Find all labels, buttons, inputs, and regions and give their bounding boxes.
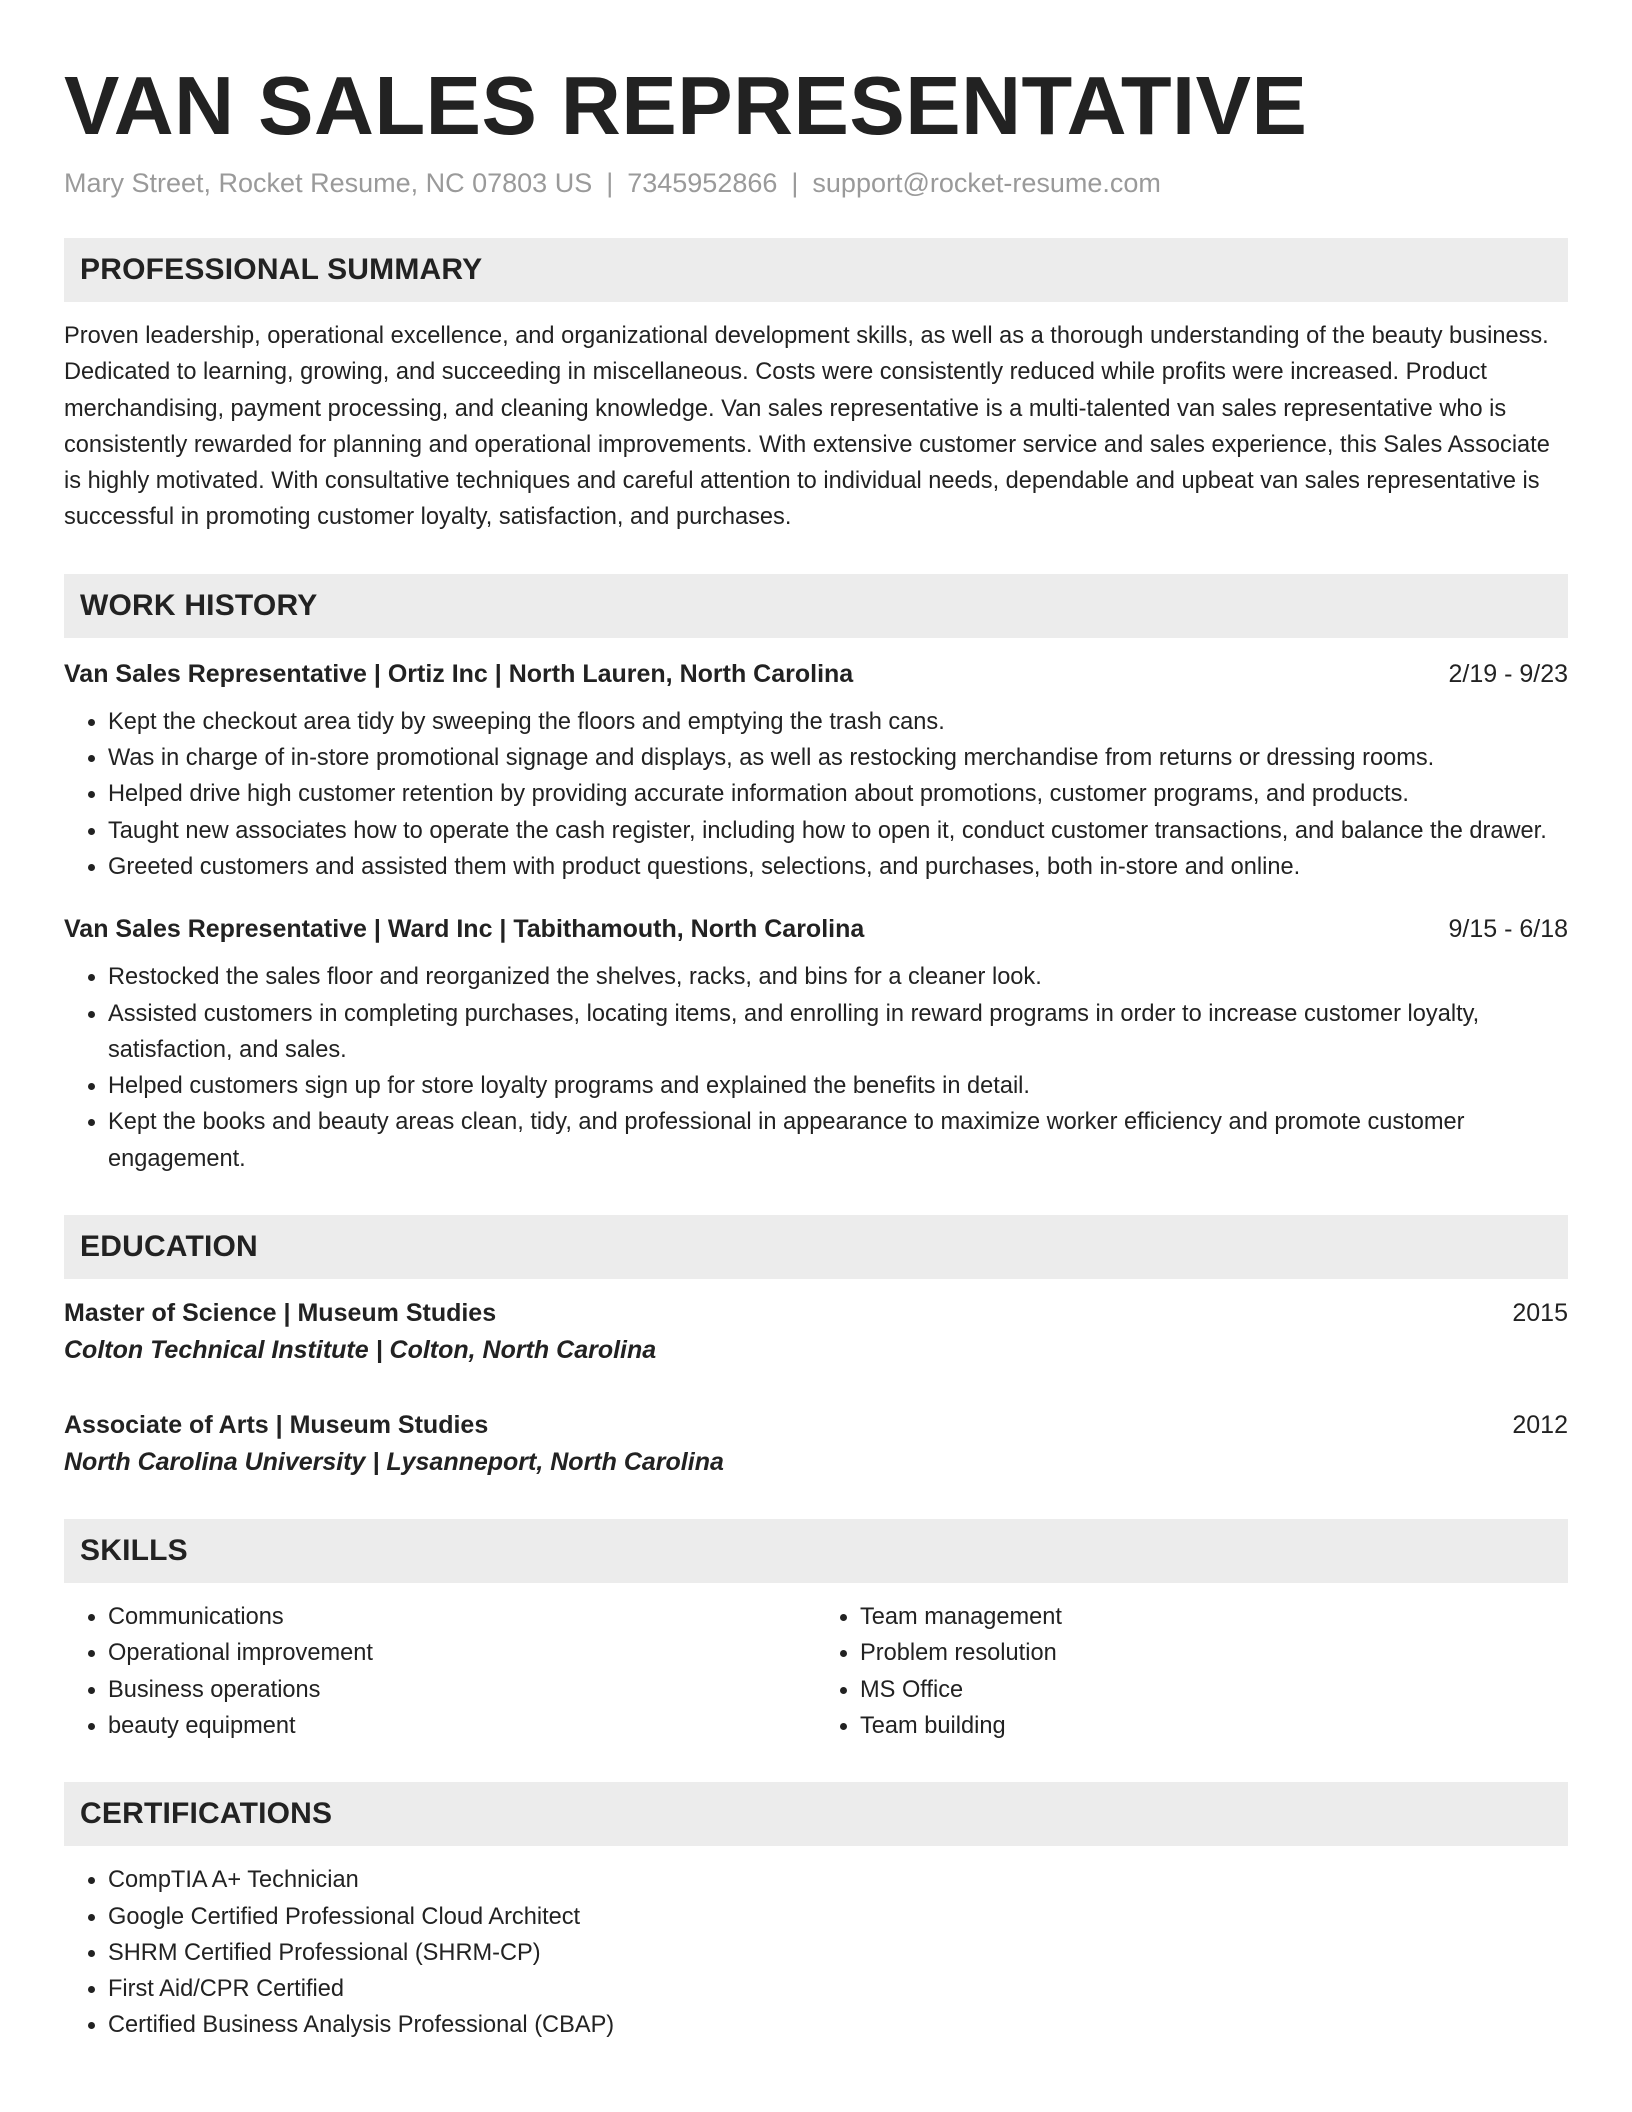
list-item: • Taught new associates how to operate the cash register, including how to open it, conduct customer transactions, and balance the drawer. xyxy=(108,813,1568,849)
education-year: 2015 xyxy=(1512,1299,1568,1328)
skills-list xyxy=(64,1599,1568,1744)
education-header xyxy=(64,1295,1568,1331)
list-item: • Was in charge of in-store promotional signage and displays, as well as restocking merchandise from returns or dressing rooms. xyxy=(108,740,1568,776)
contact-separator: | xyxy=(606,168,614,198)
section-heading-work-history: WORK HISTORY xyxy=(64,574,1568,638)
list-item: • Business operations xyxy=(108,1672,816,1708)
job-bullets xyxy=(64,704,1568,885)
job-header xyxy=(64,911,1568,947)
job-entry xyxy=(64,656,1568,885)
contact-line xyxy=(64,166,1568,200)
education-school: Colton Technical Institute | Colton, North Carolina xyxy=(64,1336,657,1365)
job-dates: 9/15 - 6/18 xyxy=(1448,915,1568,944)
list-item: • Certified Business Analysis Professional (CBAP) xyxy=(108,2007,1568,2043)
job-dates: 2/19 - 9/23 xyxy=(1448,659,1568,688)
skills-column-right xyxy=(816,1599,1568,1744)
list-item: • Operational improvement xyxy=(108,1635,816,1671)
list-item: • Team building xyxy=(860,1708,1568,1744)
list-item: • Communications xyxy=(108,1599,816,1635)
job-header xyxy=(64,656,1568,692)
education-degree: Associate of Arts | Museum Studies xyxy=(64,1411,489,1440)
section-heading-certifications: CERTIFICATIONS xyxy=(64,1782,1568,1846)
education-header xyxy=(64,1407,1568,1443)
list-item: • Helped customers sign up for store loyalty programs and explained the benefits in detail. xyxy=(108,1068,1568,1104)
list-item: • Team management xyxy=(860,1599,1568,1635)
contact-email[interactable]: support@rocket-resume.com xyxy=(812,168,1161,198)
job-title: Van Sales Representative | Ward Inc | Tabithamouth, North Carolina xyxy=(64,915,865,944)
list-item: • Problem resolution xyxy=(860,1635,1568,1671)
certifications-list xyxy=(64,1862,1568,2043)
section-heading-education: EDUCATION xyxy=(64,1215,1568,1279)
summary-text: Proven leadership, operational excellence, and organizational development skills, as well as a thorough understanding of the beauty business. Dedicated to learning, growing, and succeeding in miscellaneous. Costs were consistently reduced while profits were increased. Product merchandising, payment processing, and cleaning knowledge. Van sales representative is a multi-talented van sales representative who is consistently rewarded for planning and operational improvements. With extensive customer service and sales experience, this Sales Associate is highly motivated. With consultative techniques and careful attention to individual needs, dependable and upbeat van sales representative is successful in promoting customer loyalty, satisfaction, and purchases. xyxy=(64,323,1550,531)
list-item: • MS Office xyxy=(860,1672,1568,1708)
contact-address: Mary Street, Rocket Resume, NC 07803 US xyxy=(64,168,593,198)
list-item: • Kept the checkout area tidy by sweeping the floors and emptying the trash cans. xyxy=(108,704,1568,740)
job-title: Van Sales Representative | Ortiz Inc | North Lauren, North Carolina xyxy=(64,659,854,688)
job-entry xyxy=(64,911,1568,1177)
section-heading-skills: SKILLS xyxy=(64,1519,1568,1583)
education-entry xyxy=(64,1407,1568,1481)
list-item: • beauty equipment xyxy=(108,1708,816,1744)
list-item: • Google Certified Professional Cloud Architect xyxy=(108,1899,1568,1935)
skills-column-left xyxy=(64,1599,816,1744)
list-item: • Helped drive high customer retention by providing accurate information about promotions, customer programs, and products. xyxy=(108,776,1568,812)
education-year: 2012 xyxy=(1512,1411,1568,1440)
job-bullets xyxy=(64,959,1568,1177)
education-school: North Carolina University | Lysanneport, North Carolina xyxy=(64,1448,724,1477)
section-heading-summary: PROFESSIONAL SUMMARY xyxy=(64,238,1568,302)
list-item: • CompTIA A+ Technician xyxy=(108,1862,1568,1898)
list-item: • Kept the books and beauty areas clean, tidy, and professional in appearance to maximize worker efficiency and promote customer engagement. xyxy=(108,1104,1568,1177)
list-item: • Greeted customers and assisted them with product questions, selections, and purchases, both in-store and online. xyxy=(108,849,1568,885)
education-degree: Master of Science | Museum Studies xyxy=(64,1299,497,1328)
contact-phone: 7345952866 xyxy=(627,168,778,198)
list-item: • SHRM Certified Professional (SHRM-CP) xyxy=(108,1935,1568,1971)
list-item: • First Aid/CPR Certified xyxy=(108,1971,1568,2007)
candidate-name: VAN SALES REPRESENTATIVE xyxy=(64,59,1308,152)
list-item: • Assisted customers in completing purchases, locating items, and enrolling in reward programs in order to increase customer loyalty, satisfaction, and sales. xyxy=(108,996,1568,1069)
education-entry xyxy=(64,1295,1568,1369)
list-item: • Restocked the sales floor and reorganized the shelves, racks, and bins for a cleaner look. xyxy=(108,959,1568,995)
contact-separator: | xyxy=(791,168,799,198)
